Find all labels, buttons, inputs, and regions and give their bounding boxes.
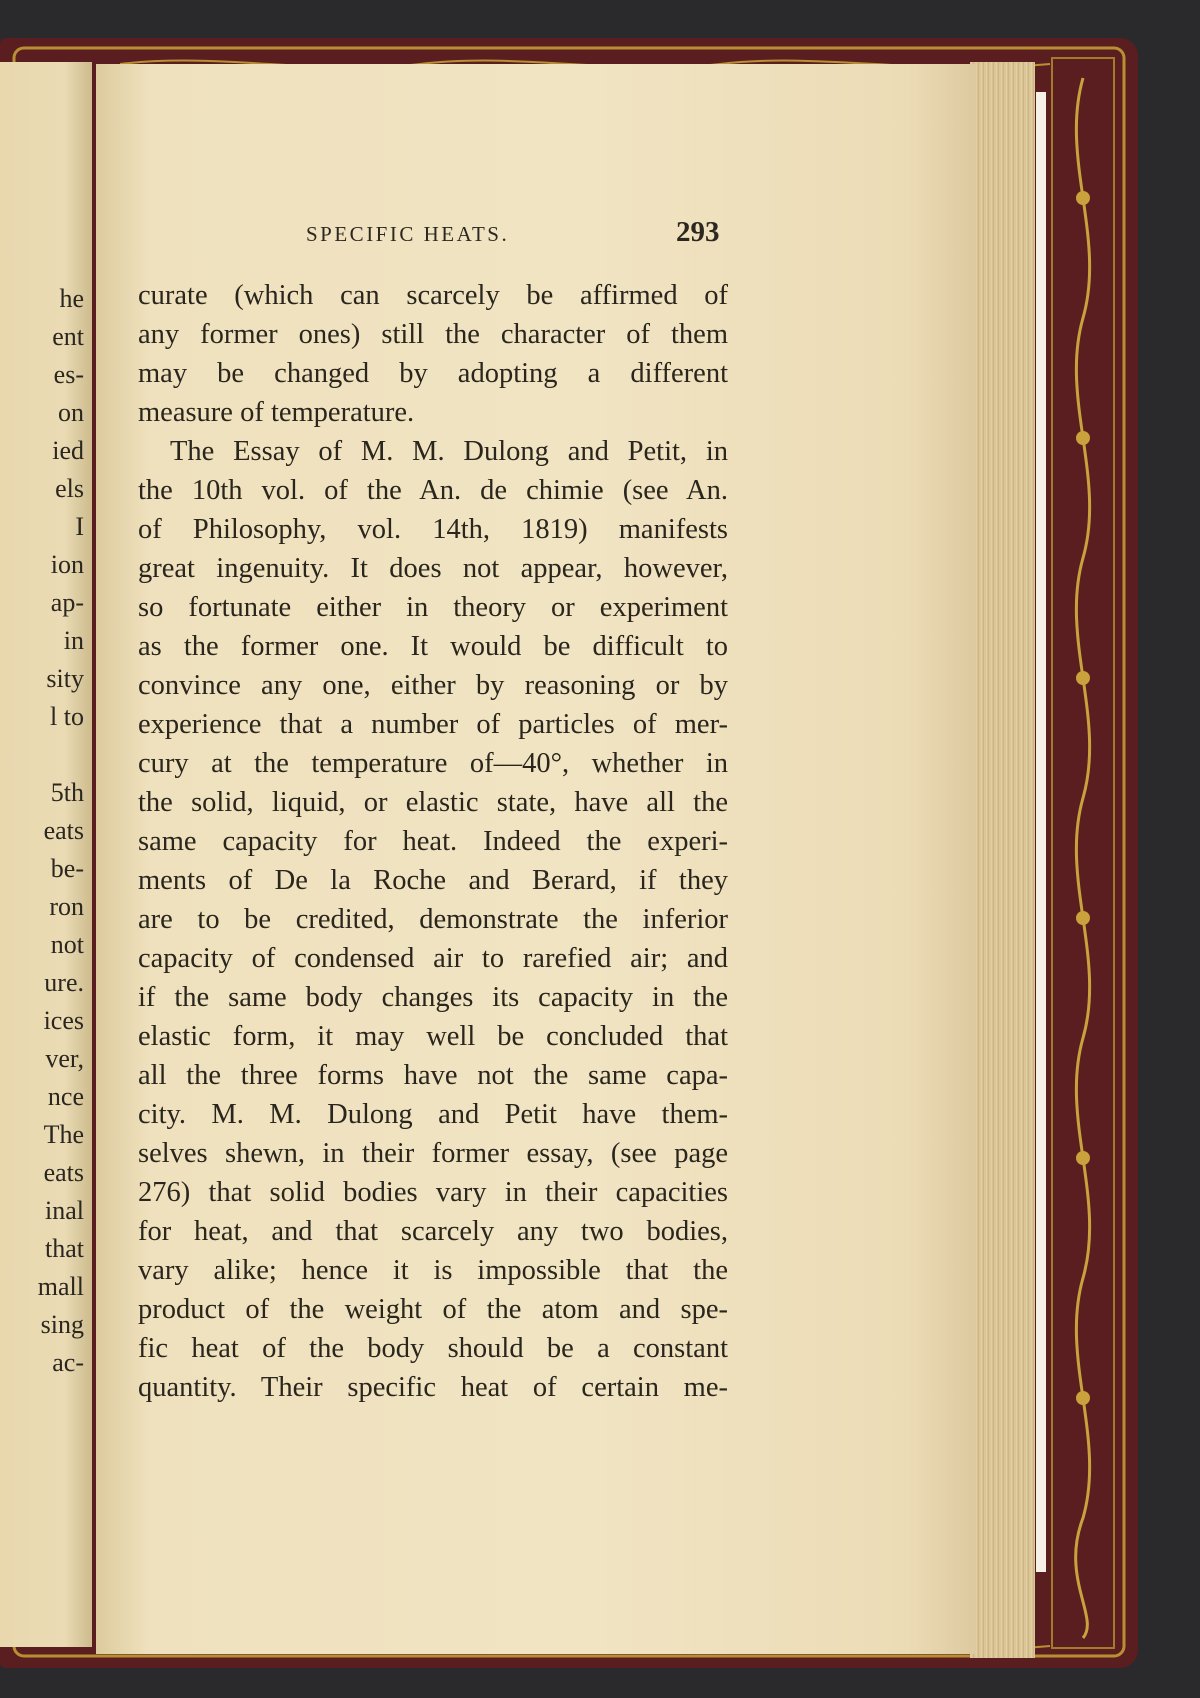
text-line: great ingenuity. It does not appear, however, bbox=[138, 553, 728, 584]
text-line: vary alike; hence it is impossible that the bbox=[138, 1255, 728, 1286]
left-page-line: els bbox=[55, 474, 84, 503]
left-page-line: sity bbox=[46, 664, 84, 693]
text-line: the 10th vol. of the An. de chimie (see An. bbox=[138, 475, 728, 506]
text-line: are to be credited, demonstrate the inferior bbox=[138, 904, 728, 935]
left-page-line: ap- bbox=[50, 588, 84, 617]
left-page-line: not bbox=[50, 930, 84, 959]
left-page-line: ron bbox=[49, 892, 84, 921]
flyleaf bbox=[1036, 92, 1046, 1572]
text-line: the solid, liquid, or elastic state, have all the bbox=[138, 787, 728, 818]
left-page-line: ure. bbox=[44, 968, 84, 997]
text-line: as the former one. It would be difficult to bbox=[138, 631, 728, 662]
text-line: experience that a number of particles of mer- bbox=[138, 709, 728, 740]
left-page-line: eats bbox=[43, 1158, 84, 1187]
left-page-line: The bbox=[43, 1120, 84, 1149]
text-line: all the three forms have not the same capa- bbox=[138, 1060, 728, 1091]
text-line: elastic form, it may well be concluded that bbox=[138, 1021, 728, 1052]
text-line: quantity. Their specific heat of certain me- bbox=[138, 1372, 728, 1403]
left-page-line: in bbox=[63, 626, 84, 655]
left-page-line: ices bbox=[43, 1006, 84, 1035]
left-page-line: he bbox=[59, 284, 84, 313]
text-line: curate (which can scarcely be affirmed of bbox=[138, 280, 728, 311]
text-line: may be changed by adopting a different bbox=[138, 358, 728, 389]
left-page-line: mall bbox=[37, 1272, 84, 1301]
left-page-line: on bbox=[58, 398, 84, 427]
left-page-line: inal bbox=[45, 1196, 84, 1225]
text-line: ments of De la Roche and Berard, if they bbox=[138, 865, 728, 896]
left-page-line: eats bbox=[43, 816, 84, 845]
left-page-line: es- bbox=[53, 360, 84, 389]
text-line: if the same body changes its capacity in the bbox=[138, 982, 728, 1013]
left-page-line: that bbox=[45, 1234, 84, 1263]
text-line: 276) that solid bodies vary in their capacities bbox=[138, 1177, 728, 1208]
text-line: product of the weight of the atom and spe- bbox=[138, 1294, 728, 1325]
left-page-line: l to bbox=[50, 702, 84, 731]
left-page-line: sing bbox=[40, 1310, 84, 1339]
text-line: The Essay of M. M. Dulong and Petit, in bbox=[170, 436, 728, 467]
left-page-line: be- bbox=[50, 854, 84, 883]
left-page-line: ied bbox=[52, 436, 84, 465]
left-page-line: I bbox=[75, 512, 84, 541]
left-page-edge bbox=[0, 62, 92, 1647]
left-page-line: nce bbox=[47, 1082, 84, 1111]
text-line: same capacity for heat. Indeed the experi- bbox=[138, 826, 728, 857]
text-line: capacity of condensed air to rarefied air; and bbox=[138, 943, 728, 974]
text-line: cury at the temperature of—40°, whether in bbox=[138, 748, 728, 779]
text-line: measure of temperature. bbox=[138, 397, 415, 428]
text-line: selves shewn, in their former essay, (see page bbox=[138, 1138, 728, 1169]
text-line: for heat, and that scarcely any two bodies, bbox=[138, 1216, 728, 1247]
text-line: any former ones) still the character of them bbox=[138, 319, 728, 350]
text-line: of Philosophy, vol. 14th, 1819) manifests bbox=[138, 514, 728, 545]
text-line: so fortunate either in theory or experiment bbox=[138, 592, 728, 623]
page-number: 293 bbox=[676, 216, 720, 248]
text-line: city. M. M. Dulong and Petit have them- bbox=[138, 1099, 728, 1130]
left-page-line: ver, bbox=[45, 1044, 84, 1073]
text-line: fic heat of the body should be a constant bbox=[138, 1333, 728, 1364]
left-page-line: ent bbox=[52, 322, 84, 351]
left-page-line: 5th bbox=[50, 778, 84, 807]
left-page-line: ion bbox=[50, 550, 84, 579]
page-block-edges bbox=[970, 62, 1035, 1658]
running-head: SPECIFIC HEATS. bbox=[306, 222, 510, 246]
text-line: convince any one, either by reasoning or by bbox=[138, 670, 728, 701]
left-page-line: ac- bbox=[52, 1348, 84, 1377]
